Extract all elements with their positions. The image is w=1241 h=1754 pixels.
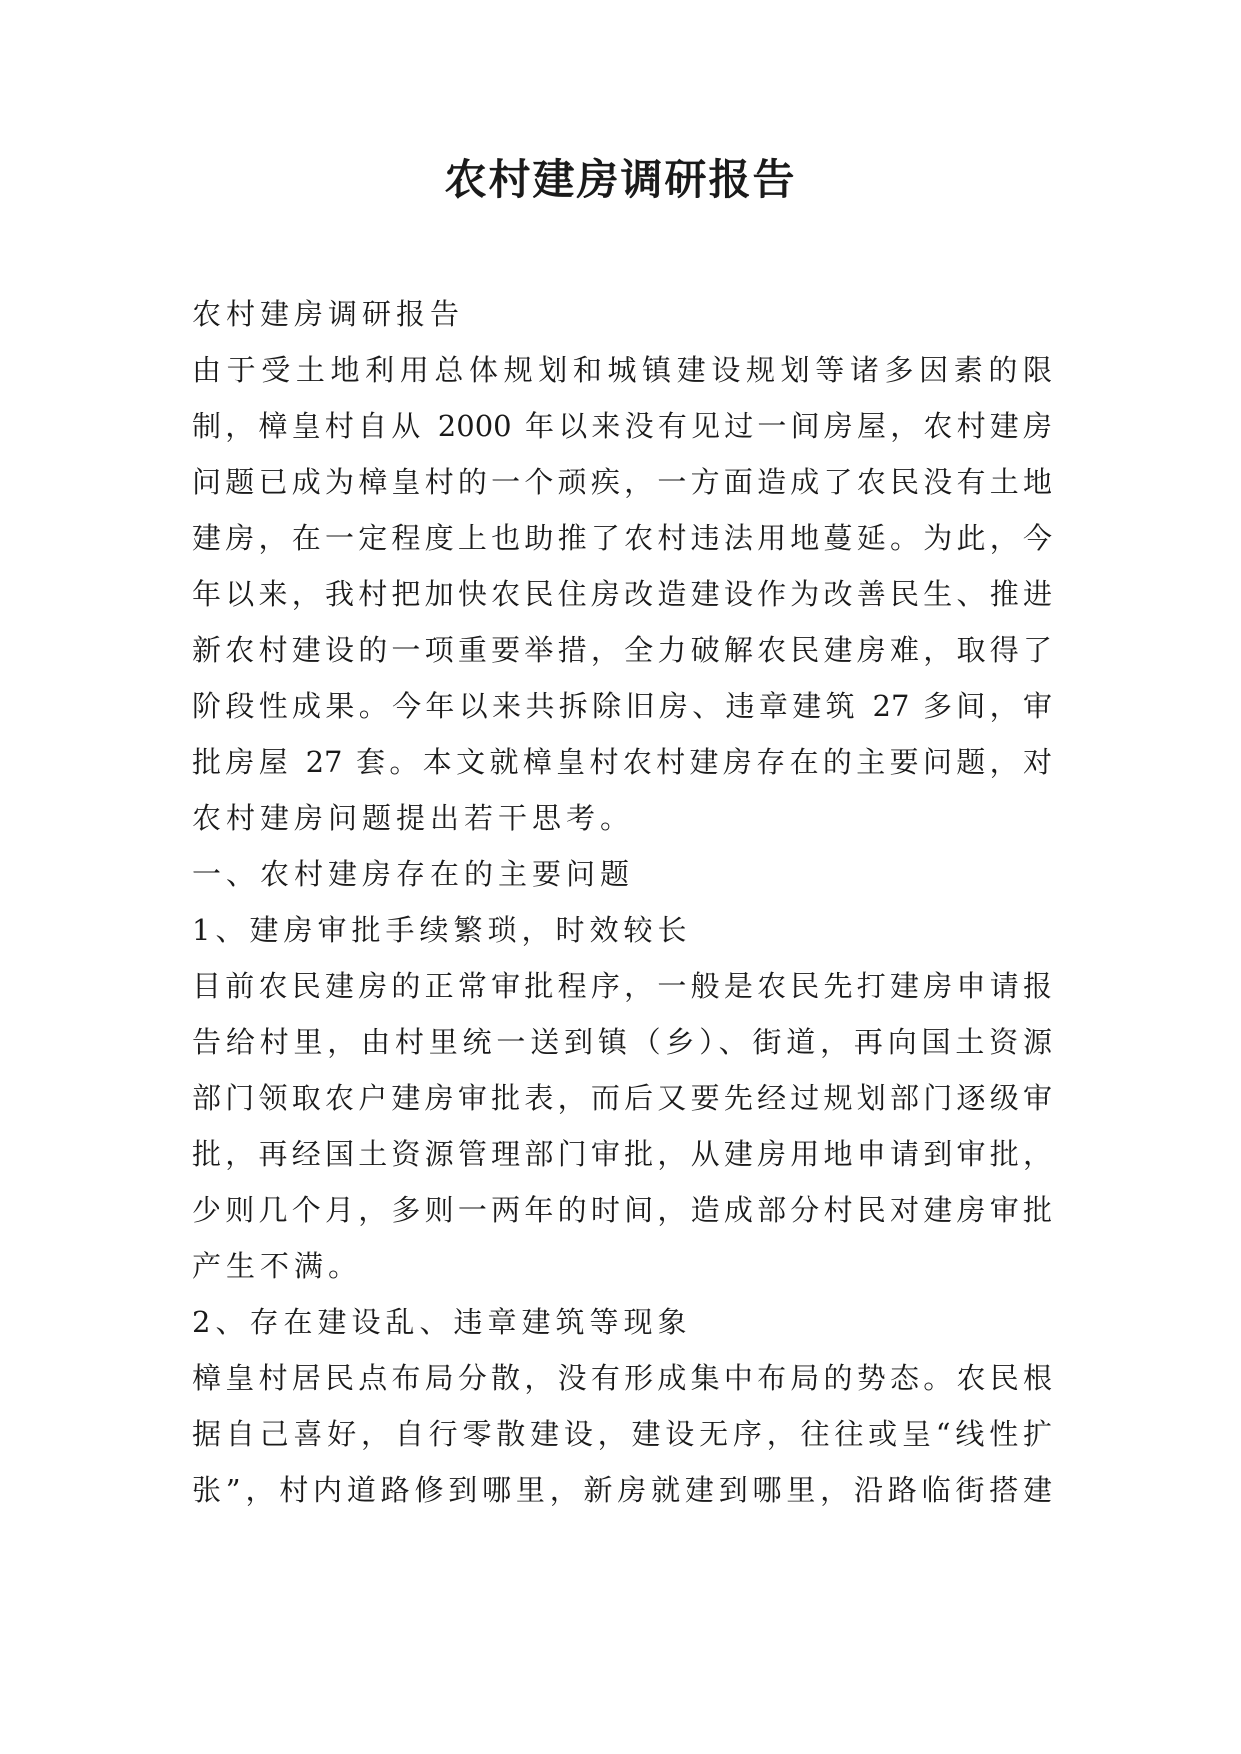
body-line: 新农村建设的一项重要举措，全力破解农民建房难，取得了 (192, 633, 1052, 667)
document-body (192, 286, 1052, 1518)
body-line: 产生不满。 (192, 1249, 363, 1283)
subsection-heading: 2、存在建设乱、违章建筑等现象 (192, 1305, 692, 1339)
body-line: 少则几个月，多则一两年的时间，造成部分村民对建房审批 (192, 1193, 1052, 1227)
body-line: 农村建房问题提出若干思考。 (192, 801, 635, 835)
document-title: 农村建房调研报告 (444, 155, 797, 204)
body-line-subtitle: 农村建房调研报告 (192, 297, 465, 331)
body-line: 据自己喜好，自行零散建设，建设无序，往往或呈“线性扩 (192, 1417, 1052, 1451)
body-line: 建房，在一定程度上也助推了农村违法用地蔓延。为此，今 (192, 521, 1052, 555)
body-line: 张”，村内道路修到哪里，新房就建到哪里，沿路临街搭建 (192, 1473, 1052, 1507)
body-line: 樟皇村居民点布局分散，没有形成集中布局的势态。农民根 (192, 1361, 1052, 1395)
body-line: 由于受土地利用总体规划和城镇建设规划等诸多因素的限 (192, 353, 1052, 387)
body-line: 告给村里，由村里统一送到镇（乡）、街道，再向国土资源 (192, 1025, 1052, 1059)
body-line: 问题已成为樟皇村的一个顽疾，一方面造成了农民没有土地 (192, 465, 1052, 499)
body-line: 批房屋 27 套。本文就樟皇村农村建房存在的主要问题，对 (192, 745, 1052, 779)
body-line: 年以来，我村把加快农民住房改造建设作为改善民生、推进 (192, 577, 1052, 611)
body-line: 批，再经国土资源管理部门审批，从建房用地申请到审批， (192, 1137, 1052, 1171)
section-heading: 一、农村建房存在的主要问题 (192, 857, 635, 891)
subsection-heading: 1、建房审批手续繁琐，时效较长 (192, 913, 692, 947)
body-line: 目前农民建房的正常审批程序，一般是农民先打建房申请报 (192, 969, 1052, 1003)
body-line: 制，樟皇村自从 2000 年以来没有见过一间房屋，农村建房 (192, 409, 1052, 443)
body-line: 阶段性成果。今年以来共拆除旧房、违章建筑 27 多间，审 (192, 689, 1052, 723)
body-line: 部门领取农户建房审批表，而后又要先经过规划部门逐级审 (192, 1081, 1052, 1115)
